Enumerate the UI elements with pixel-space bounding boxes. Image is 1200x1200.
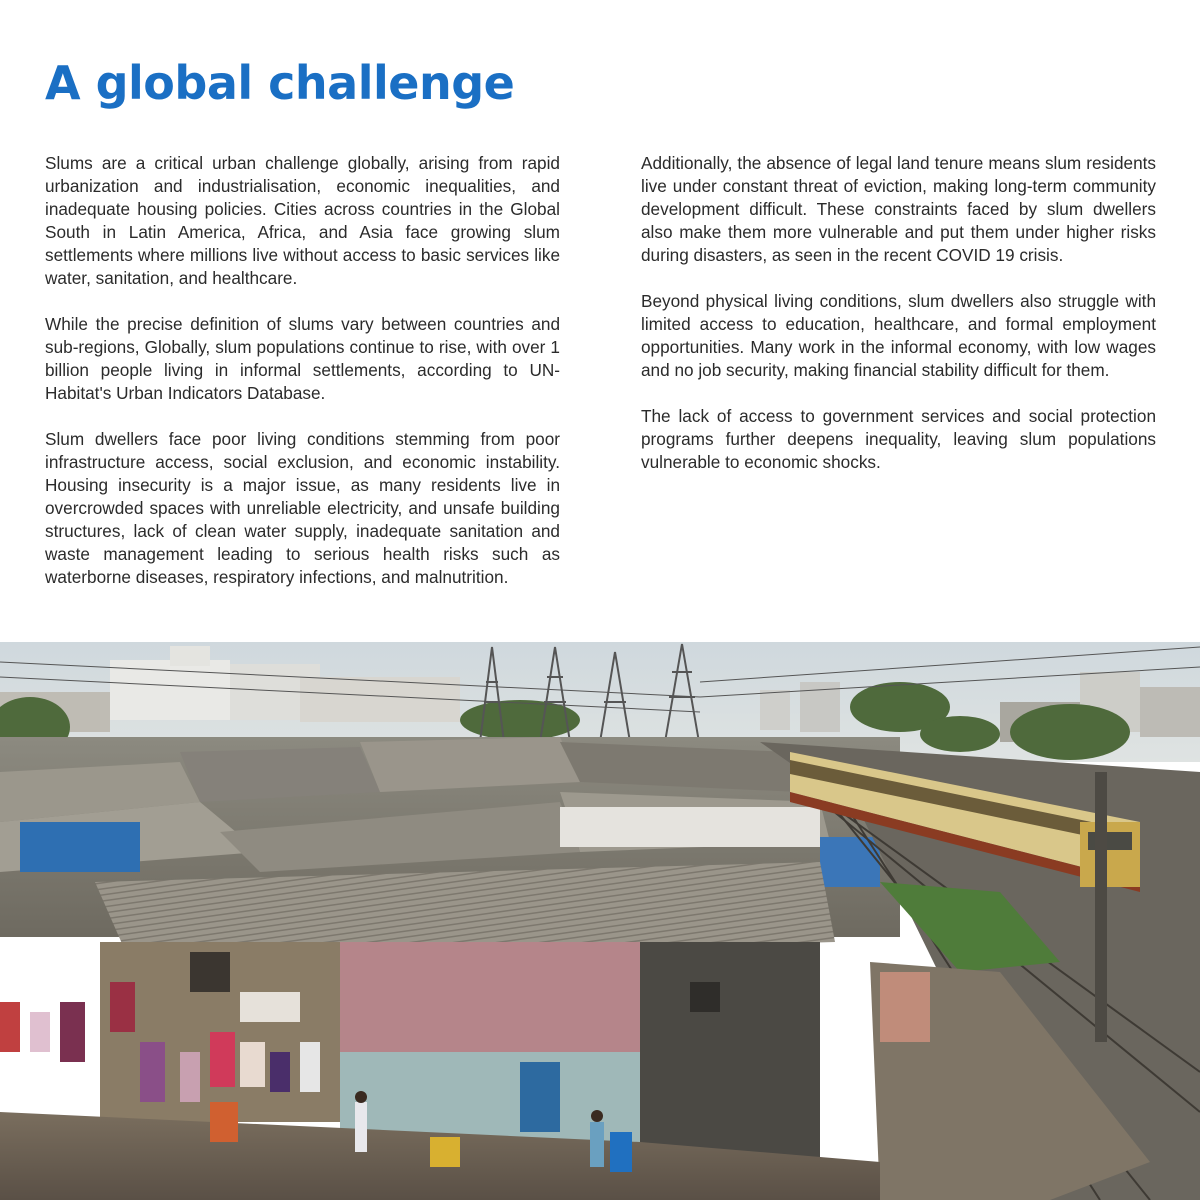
hanging-cloth — [880, 972, 930, 1042]
left-text-column — [45, 152, 560, 612]
body-paragraph: Slum dwellers face poor living conditions stemming from poor infrastructure access, social exclusion, and economic instability. Housing insecurity is a major issue, as many residents live in overcrowded spaces with unreliable electricity, and unsafe building structures, lack of clean water supply, inadequate sanitation and waste management leading to serious health risks such as waterborne diseases, respiratory infections, and malnutrition. — [45, 429, 560, 587]
body-paragraph: While the precise definition of slums vary between countries and sub-regions, Globally, slum populations continue to rise, with over 1 billion people living in informal settlements, according to UN-Habitat's Urban Indicators Database. — [45, 314, 560, 403]
page-title: A global challenge — [45, 56, 515, 110]
body-paragraph: Slums are a critical urban challenge globally, arising from rapid urbanization and industrialisation, economic inequalities, and inadequate housing policies. Cities across countries in the Global South in Latin America, Africa, and Asia face growing slum settlements where millions live without access to basic services like water, sanitation, and healthcare. — [45, 153, 560, 288]
signal-post — [1095, 772, 1107, 1042]
right-text-column — [641, 152, 1156, 497]
body-paragraph: Additionally, the absence of legal land tenure means slum residents live under constant threat of eviction, making long-term community development difficult. These constraints faced by slum dwellers also make them more vulnerable and put them under higher risks during disasters, as seen in the recent COVID 19 crisis. — [641, 153, 1156, 265]
slum-photo — [0, 642, 1200, 1200]
body-paragraph: The lack of access to government services and social protection programs further deepens inequality, leaving slum populations vulnerable to economic shocks. — [641, 406, 1156, 472]
slum-photo-illustration — [0, 642, 1200, 1200]
body-paragraph: Beyond physical living conditions, slum dwellers also struggle with limited access to education, healthcare, and formal employment opportunities. Many work in the informal economy, with low wages and no job security, making financial stability difficult for them. — [641, 291, 1156, 380]
